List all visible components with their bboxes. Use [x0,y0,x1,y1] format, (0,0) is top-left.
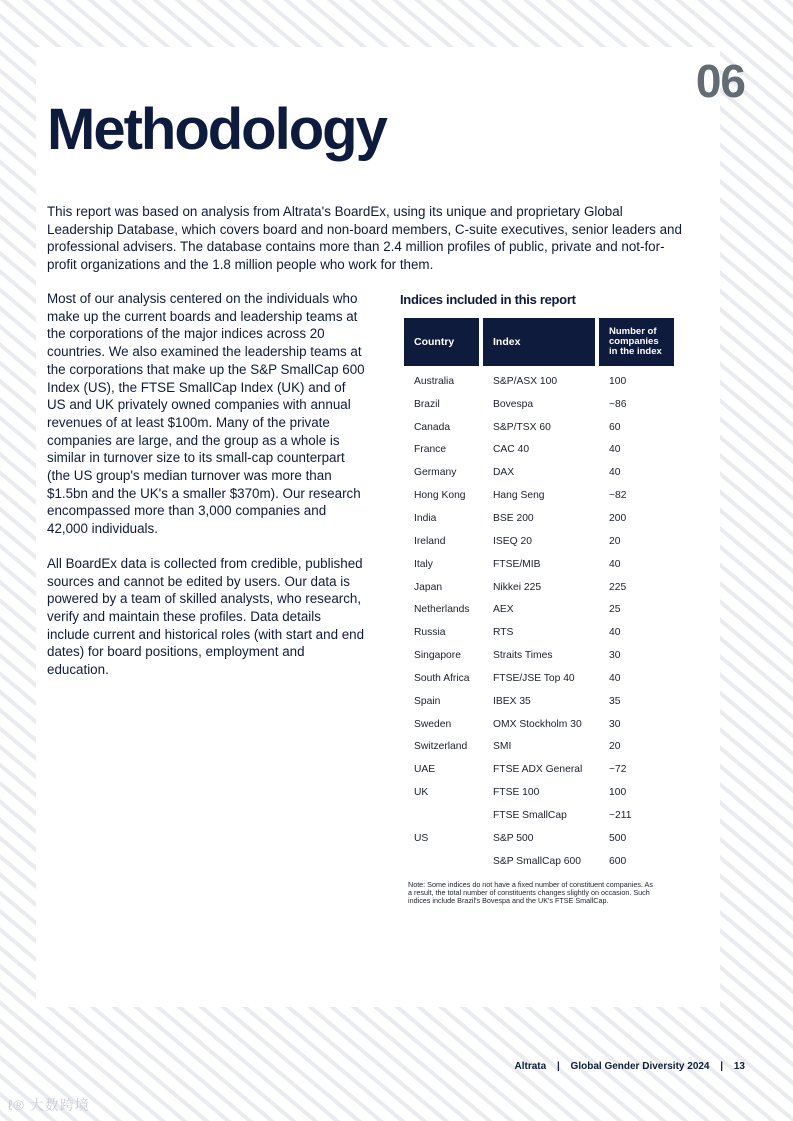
page-number: 13 [733,1061,745,1072]
cell-index: Straits Times [493,650,553,662]
cell-index: S&P/TSX 60 [493,421,551,433]
table-body [404,370,678,873]
cell-count: 40 [609,467,621,479]
header-country: Country [404,318,479,366]
cell-count: 20 [609,741,621,753]
cell-country: UAE [414,764,436,776]
cell-index: BSE 200 [493,512,534,524]
table-row [404,484,678,507]
cell-index: RTS [493,627,514,639]
cell-country: Italy [414,558,433,570]
table-row [404,850,678,873]
cell-index: AEX [493,604,514,616]
cell-index: DAX [493,467,515,479]
table-row [404,781,678,804]
cell-index: Hang Seng [493,490,545,502]
cell-country: South Africa [414,672,470,684]
cell-country: UK [414,787,429,799]
watermark-logo: ℓ® 大数跨境 [8,1097,90,1113]
cell-country: US [414,832,429,844]
cell-index: FTSE ADX General [493,764,583,776]
header-index: Index [483,318,595,366]
cell-count: 225 [609,581,627,593]
chapter-number: 06 [695,55,745,107]
cell-count: ~72 [609,764,627,776]
cell-count: 600 [609,855,627,867]
cell-index: FTSE 100 [493,787,540,799]
cell-count: 200 [609,512,627,524]
table-row [404,553,678,576]
cell-country: France [414,444,447,456]
cell-index: S&P SmallCap 600 [493,855,581,867]
cell-count: 60 [609,421,621,433]
table-row [404,507,678,530]
cell-country: Switzerland [414,741,468,753]
cell-count: ~86 [609,398,627,410]
table-row [404,393,678,416]
cell-count: 500 [609,832,627,844]
cell-index: FTSE SmallCap [493,809,567,821]
cell-count: 30 [609,718,621,730]
cell-index: FTSE/JSE Top 40 [493,672,575,684]
cell-count: 100 [609,375,627,387]
table-header-row [404,318,678,366]
indices-table [404,318,678,873]
cell-country: Germany [414,467,457,479]
cell-country: India [414,512,437,524]
cell-count: 40 [609,627,621,639]
table-row [404,690,678,713]
header-count: Number of companies in the index [599,318,674,366]
table-row [404,827,678,850]
cell-country: Spain [414,695,441,707]
cell-index: IBEX 35 [493,695,531,707]
table-title: Indices included in this report [400,292,576,307]
cell-country: Russia [414,627,446,639]
cell-index: S&P 500 [493,832,534,844]
cell-country: Japan [414,581,443,593]
table-row [404,667,678,690]
footer-separator: | [556,1061,560,1072]
cell-index: Nikkei 225 [493,581,542,593]
cell-count: 35 [609,695,621,707]
cell-count: 30 [609,650,621,662]
table-row [404,621,678,644]
cell-count: 40 [609,444,621,456]
table-row [404,758,678,781]
cell-country: Canada [414,421,451,433]
cell-index: SMI [493,741,512,753]
cell-count: 100 [609,787,627,799]
table-row [404,598,678,621]
cell-country: Singapore [414,650,461,662]
table-row [404,461,678,484]
cell-country: Netherlands [414,604,470,616]
footer-report-title: Global Gender Diversity 2024 [570,1061,710,1072]
body-paragraph-1: Most of our analysis centered on the individuals who make up the current boards and leadership teams at the corporations of the major indices across 20 countries. We also examined the leadership teams at the corporations that make up the S&P SmallCap 600 Index (US), the FTSE SmallCap Index (UK) and of US and UK privately owned companies with annual revenues of at least $100m. Many of the private companies are large, and the group as a whole is similar in turnover size to its small-cap counterpart (the US group's median turnover was more than $1.5bn and the UK's a smaller $370m). Our research encompassed more than 3,000 companies and 42,000 individuals. [47,291,365,537]
cell-country: Brazil [414,398,440,410]
cell-index: ISEQ 20 [493,535,532,547]
table-row [404,804,678,827]
footer-brand: Altrata [514,1061,547,1072]
footer-separator: | [720,1061,724,1072]
body-paragraph-2: All BoardEx data is collected from credible, published sources and cannot be edited by users. Our data is powered by a team of skilled analysts, who research, verify and maintain these profiles. Data details include current and historical roles (with start and end dates) for board positions, employment and education. [47,555,365,678]
cell-index: Bovespa [493,398,534,410]
table-row [404,736,678,759]
table-row [404,576,678,599]
cell-country: Sweden [414,718,452,730]
cell-index: CAC 40 [493,444,530,456]
table-row [404,439,678,462]
cell-count: 40 [609,672,621,684]
cell-country: Australia [414,375,455,387]
page-footer [514,1061,745,1072]
table-note: Note: Some indices do not have a fixed number of constituent companies. As a result, the total number of constituents changes slightly on occasion. Such indices include Brazil's Bovespa and the UK's FTSE SmallCap. [408,880,653,906]
cell-country: Hong Kong [414,490,466,502]
cell-country: Ireland [414,535,446,547]
table-row [404,416,678,439]
cell-count: ~82 [609,490,627,502]
table-row [404,530,678,553]
cell-index: FTSE/MIB [493,558,541,570]
table-row [404,713,678,736]
cell-count: 40 [609,558,621,570]
table-row [404,370,678,393]
cell-index: OMX Stockholm 30 [493,718,582,730]
body-text-column [47,290,367,696]
cell-count: 20 [609,535,621,547]
page-title: Methodology [47,97,386,162]
cell-index: S&P/ASX 100 [493,375,558,387]
cell-count: 25 [609,604,621,616]
table-row [404,644,678,667]
intro-paragraph: This report was based on analysis from Altrata's BoardEx, using its unique and proprietary Global Leadership Database, which covers board and non-board members, C-suite executives, senior leaders and professional advisers. The database contains more than 2.4 million profiles of public, private and not-for-profit organizations and the 1.8 million people who work for them. [47,204,682,273]
cell-count: ~211 [609,809,632,821]
